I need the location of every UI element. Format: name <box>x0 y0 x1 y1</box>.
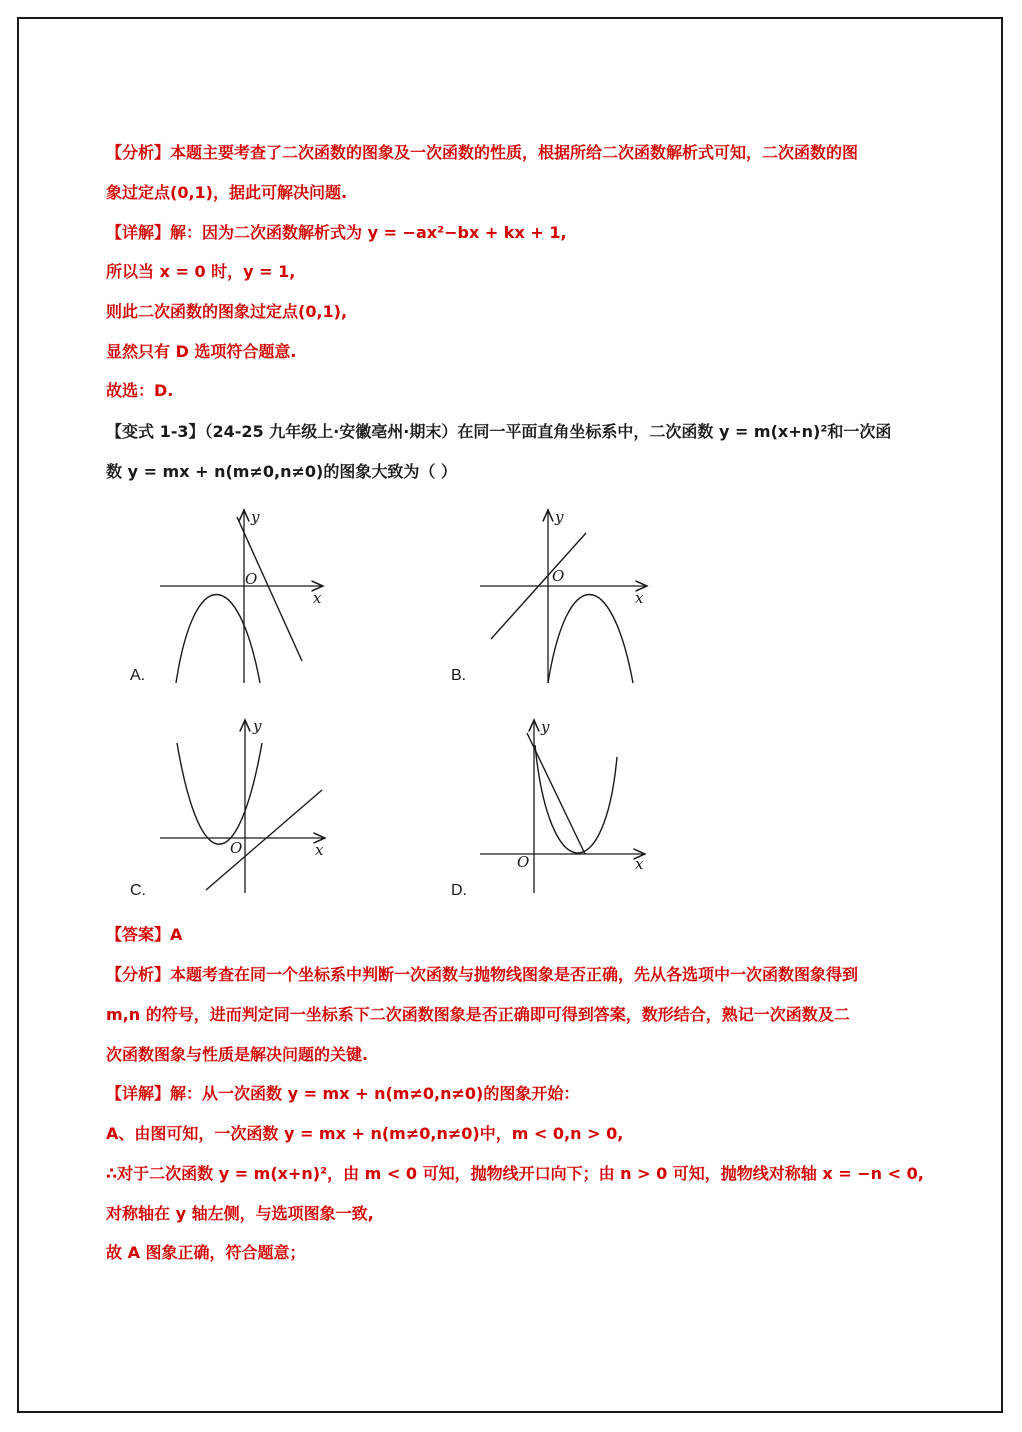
parabola <box>548 595 633 684</box>
analysis-line-1: 【分析】本题主要考查了二次函数的图象及一次函数的性质，根据所给二次函数解析式可知，二次函数的图 <box>106 143 859 162</box>
detail-line-1: 【详解】解：因为二次函数解析式为 y = −ax²−bx + kx + 1, <box>106 223 567 242</box>
analysis2-line-3: 次函数图象与性质是解决问题的关键. <box>106 1045 369 1064</box>
detail2-line-4: 对称轴在 y 轴左侧，与选项图象一致, <box>106 1204 374 1223</box>
line <box>527 733 585 854</box>
y-label: y <box>541 718 550 736</box>
parabola <box>176 595 260 684</box>
analysis2-line-1: 【分析】本题考查在同一个坐标系中判断一次函数与抛物线图象是否正确，先从各选项中一次函数图象得到 <box>106 965 859 984</box>
parabola <box>177 743 262 844</box>
graph-a <box>150 505 330 685</box>
option-b-label: B. <box>451 667 467 684</box>
option-c-label: C. <box>130 882 146 899</box>
y-label: y <box>555 508 564 526</box>
y-label: y <box>251 508 260 526</box>
origin-label: O <box>230 839 243 857</box>
detail-line-5: 故选：D. <box>106 381 174 400</box>
graph-b <box>475 505 655 685</box>
origin-label: O <box>517 853 530 871</box>
y-label: y <box>253 717 262 735</box>
graph-d <box>475 715 655 895</box>
graph-c <box>150 715 330 895</box>
detail2-line-3: ∴对于二次函数 y = m(x+n)²，由 m < 0 可知，抛物线开口向下；由 n > 0 可知，抛物线对称轴 x = −n < 0, <box>106 1164 924 1183</box>
origin-label: O <box>245 570 258 588</box>
detail-line-4: 显然只有 D 选项符合题意. <box>106 342 297 361</box>
line <box>206 790 322 890</box>
x-label: x <box>635 855 644 873</box>
line <box>237 517 302 661</box>
analysis2-line-2: m,n 的符号，进而判定同一坐标系下二次函数图象是否正确即可得到答案，数形结合，熟记一次函数及二 <box>106 1005 850 1024</box>
detail2-line-2: A、由图可知，一次函数 y = mx + n(m≠0,n≠0)中，m < 0,n > 0, <box>106 1124 624 1143</box>
answer-line: 【答案】A <box>106 925 183 944</box>
x-label: x <box>315 841 324 859</box>
analysis-line-2: 象过定点(0,1)，据此可解决问题. <box>106 183 348 202</box>
x-label: x <box>635 589 644 607</box>
question-line-2: 数 y = mx + n(m≠0,n≠0)的图象大致为（ ） <box>106 462 457 481</box>
detail-line-2: 所以当 x = 0 时，y = 1, <box>106 262 296 281</box>
question-line-1: 【变式 1-3】（24-25 九年级上·安徽亳州·期末）在同一平面直角坐标系中，二次函数 y = m(x+n)²和一次函 <box>106 422 892 441</box>
x-label: x <box>313 589 322 607</box>
option-d-label: D. <box>451 882 467 899</box>
detail2-line-1: 【详解】解：从一次函数 y = mx + n(m≠0,n≠0)的图象开始： <box>106 1084 580 1103</box>
detail2-line-5: 故 A 图象正确，符合题意； <box>106 1243 306 1262</box>
detail-line-3: 则此二次函数的图象过定点(0,1), <box>106 302 348 321</box>
option-a-label: A. <box>130 667 146 684</box>
origin-label: O <box>552 567 565 585</box>
